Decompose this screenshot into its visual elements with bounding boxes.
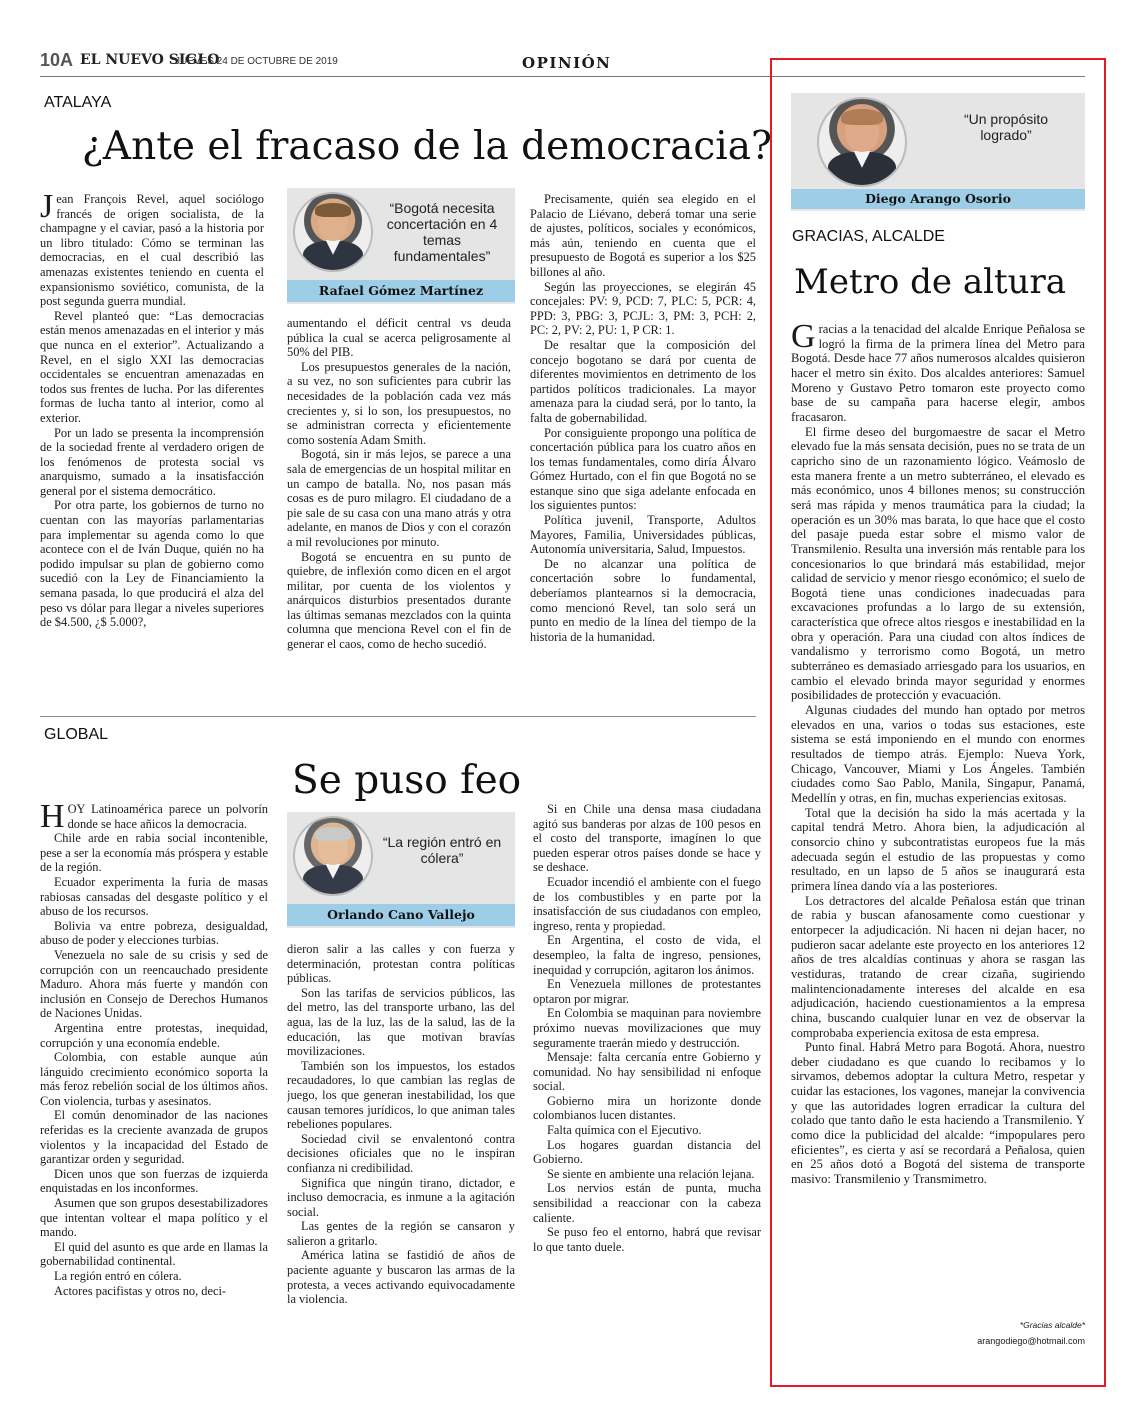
author-quote: “Bogotá necesita concertación en 4 temas fundamentales” xyxy=(386,200,498,264)
paragraph: Se siente en ambiente una relación lejana. xyxy=(547,1166,755,1181)
paragraph: Mensaje: falta cercanía entre Gobierno y comunidad. No hay sensibilidad ni enfoque social. xyxy=(533,1050,761,1094)
paragraph: Asumen que son grupos desestabilizadores que intentan voltear el mapa político y el mando. xyxy=(40,1196,268,1240)
masthead: EL NUEVO SIGLO xyxy=(80,52,220,68)
global-column-3 xyxy=(533,802,761,1348)
dateline: JUEVES 24 DE OCTUBRE DE 2019 xyxy=(175,56,338,67)
paragraph: Algunas ciudades del mundo han optado por metros elevados en una, varios o todas sus estaciones, este sistema se está imponiendo en el mundo con enormes resultados de tiempo atrás. Ejemplo: Nueva York, Chicago, Vancouver, Miami y Los Ángeles. También ciudades como Sao Pablo, Manila, Singapur, Panamá, Medellín y otras, en fin, muchas experiencias exitosas. xyxy=(791,703,1085,805)
paragraph: En Colombia se maquinan para noviembre próximo nuevas movilizaciones que muy seguramente traerán miedo y destrucción. xyxy=(533,1006,761,1050)
metro-author-box xyxy=(791,93,1085,211)
atalaya-column-1 xyxy=(40,192,264,710)
paragraph: Las gentes de la región se cansaron y salieron a gritarlo. xyxy=(287,1219,515,1248)
global-column-2 xyxy=(287,942,515,1348)
author-quote: “Un propósito logrado” xyxy=(963,111,1049,143)
paragraph: Bolivia va entre pobreza, desigualdad, abuso de poder y elecciones turbias. xyxy=(40,918,268,948)
atalaya-column-2 xyxy=(287,316,511,710)
paragraph: Los presupuestos generales de la nación, a su vez, no son suficientes para cubrir las necesidades de la población cada vez más crecientes y, si lo son, los presupuestos, no se administran correcta y eficientemente como sostenía Adam Smith. xyxy=(287,359,511,447)
paragraph: El quid del asunto es que arde en llamas la gobernabilidad continental. xyxy=(40,1239,268,1269)
author-photo xyxy=(293,816,373,896)
atalaya-author-box xyxy=(287,188,515,304)
paragraph: racias a la tenacidad del alcalde Enrique Peñalosa se logró la firma de la primera línea del Metro para Bogotá. Desde hace 77 años numerosos alcaldes quisieron hacer el metro sin éxito. Dos alcaldes anteriores: Samuel Moreno y Gustavo Petro tomaron este proyecto como base de su campaña para hacerse elegir, ambos fracasaron. xyxy=(791,322,1085,424)
paragraph: También son los impuestos, los estados recaudadores, lo que cambian las reglas de juego, los que generan inestabilidad, los que causan temores jurídicos, lo que animan tales rebeliones populares. xyxy=(287,1058,515,1132)
paragraph: Bogotá se encuentra en su punto de quiebre, de inflexión como dicen en el argot militar, por cuenta de los violentos y anárquicos disturbios presentados durante las últimas semanas mezclados con la quinta columna que menciona Revel con el fin de generar el caos, como de hecho sucedió. xyxy=(287,549,511,652)
atalaya-headline: ¿Ante el fracaso de la democracia? xyxy=(82,124,772,169)
author-name: Orlando Cano Vallejo xyxy=(287,904,515,926)
paragraph: La región entró en cólera. xyxy=(54,1269,182,1283)
global-headline: Se puso feo xyxy=(292,758,522,803)
paragraph: Punto final. Habrá Metro para Bogotá. Ahora, nuestro deber ciudadano es que cuando lo recibamos y lo sirvamos, debemos adoptar la cultura Metro, respetar y cuidar las estaciones, los vagones, manejar la convivencia y que las autoridades logren erradicar la cultura del colado que tanto daño le esta haciendo a Transmilenio. Y como dice la publicidad del alcalde: “impopulares pero eficientes”, es cierta y así se recordará a Peñalosa, quien en 25 años dotó a Bogotá del sistema de transporte masivo: Transmilenio y Transmimetro. xyxy=(791,1040,1085,1187)
paragraph: Según las proyecciones, se elegirán 45 concejales: PV: 9, PCD: 7, PLC: 5, PCR: 4, PPD: 3, PBG: 3, PCJL: 3, PM: 3, PCH: 2, PC: 2, PV: 2, PU: 1, P CR: 1. xyxy=(530,279,756,338)
metro-headline: Metro de altura xyxy=(794,262,1067,302)
dropcap: G xyxy=(791,322,816,355)
paragraph: Sociedad civil se envalentonó contra decisiones oficiales que no le inspiran confianza ni credibilidad. xyxy=(287,1131,515,1175)
paragraph: OY Latinoamérica parece un polvorín donde se hace añicos la democracia. xyxy=(67,802,268,831)
page-number: 10A xyxy=(40,50,74,70)
paragraph: De resaltar que la composición del concejo bogotano se dará por cuenta de diferentes movimientos en detrimento de los partidos políticos tradicionales. La mayor amenaza para la ciudad será, por lo tanto, la falta de gobernabilidad. xyxy=(530,337,756,425)
paragraph: Chile arde en rabia social incontenible, pese a ser la economía más próspera y estable de la región. xyxy=(40,831,268,875)
paragraph: El firme deseo del burgomaestre de sacar el Metro elevado fue la más sensata decisión, pues no se trata de un capricho sino de un razonamiento lógico. Veámoslo de esta manera frente a un metro subterráneo, el elevado es más económico, unos 4 billones menos; su construcción será mas rápida y menos traumática para la ciudad; la operación es un 30% mas barata, lo que hace que el costo del pasaje pueda estar sobre el mismo valor de Transmilenio. Resulta una inversión más rentable para los concesionarios lo que brindará más estabilidad, mejor calidad de servicio y menor riesgo económico; el suelo de Bogotá tiene unas condiciones inadecuadas para excavaciones profundas a lo largo de su extensión, característica que ofrece altos riesgos e inestabilidad en la obra y operación. Para una ciudad con altos índices de vandalismo y terrorismo como Bogotá, un metro subterráneo es demasiado arriesgado para los usuarios, en cambio el elevado brinda mayor seguridad y enormes posibilidades de protección y evacuación. xyxy=(791,424,1085,703)
author-photo xyxy=(293,192,373,272)
paragraph: Ecuador incendió el ambiente con el fuego de los combustibles y en parte por la insatisfacción de sus ciudadanos con empleo, ingreso, renta y propiedad. xyxy=(533,874,761,933)
paragraph: Venezuela no sale de su crisis y sed de corrupción con un reencauchado presidente Maduro. Ahora más fuerte y mandón con inclusión en Consejo de Derechos Humanos de Naciones Unidas. xyxy=(40,947,268,1021)
author-photo xyxy=(817,97,907,187)
paragraph: Precisamente, quién sea elegido en el Palacio de Liévano, deberá tomar una serie de ajustes, políticos, sociales y económicos, más aún, teniendo en cuenta que el presupuesto de Bogotá es superior a los $25 billones al año. xyxy=(530,192,756,279)
atalaya-column-3 xyxy=(530,192,756,710)
paragraph: Los detractores del alcalde Peñalosa están que trinan de rabia y buscan afanosamente como cuestionar y entorpecer la adjudicación. Ni hacen ni dejan hacer, no pudieron sacar adelante este proyecto en los anteriores 12 años de tres alcaldías continuas y ahora se rasgan las vestiduras, tratando de crear cizaña, sugiriendo malintencionadamente intereses del alcalde en esa adjudicación, haciendo cuestionamientos a la empresa china, buscando cualquier lunar en vez de observar la comprobaba experiencia exitosa de esta empresa. xyxy=(791,893,1085,1040)
paragraph: América latina se fastidió de años de paciente aguante y buscaron las armas de la protesta, a veces activando equivocadamente la violencia. xyxy=(287,1248,515,1307)
paragraph: Por consiguiente propongo una política de concertación pública para los cuatro años en los temas fundamentales, como diría Álvaro Gómez Hurtado, con el fin que Bogotá no se estanque sino que siga adelante enfocada en los siguientes puntos: xyxy=(530,425,756,513)
paragraph: Significa que ningún tirano, dictador, e incluso democracia, es inmune a la agitación social. xyxy=(287,1175,515,1219)
paragraph: ean François Revel, aquel sociólogo francés de origen socialista, de la champagne y el caviar, pasó a la historia por un libro titulado: Cómo se terminan las democracias, en el cual describió las amenazas existentes teniendo en cuenta el expansionismo soviético, comunista, de la post segunda guerra mundial. xyxy=(40,192,264,309)
paragraph: Argentina entre protestas, inequidad, corrupción y una economía endeble. xyxy=(40,1020,268,1050)
paragraph: Revel planteó que: “Las democracias están menos amenazadas en el interior y más que nunca en el exterior”. Actualizando a Revel, en el siglo XXI las democracias occidentales se encuentran amenazadas en todos sus frentes de lucha. Por las diferentes formas de lucha tanto al interior, como al exterior. xyxy=(40,308,264,425)
signoff: *Gracias alcalde* xyxy=(1019,1320,1085,1330)
global-author-box xyxy=(287,812,515,928)
paragraph: Bogotá, sin ir más lejos, se parece a una sala de emergencias de un hospital militar en un campo de batalla. No, nos pasan más cosas es de puro milagro. El ciudadano de a pie sale de su casa con una mano atrás y otra adelante, en manos de Dios y con el corazón a mil revoluciones por minuto. xyxy=(287,447,511,549)
author-name: Diego Arango Osorio xyxy=(791,189,1085,209)
dropcap: J xyxy=(40,192,54,225)
author-name: Rafael Gómez Martínez xyxy=(287,280,515,302)
atalaya-kicker: ATALAYA xyxy=(44,94,112,111)
paragraph: Por otra parte, los gobiernos de turno no cuentan con las mayorías parlamentarias para implementar su agenda como lo que acontece con el de Iván Duque, quién no ha podido impulsar su plan de gobierno como sucedió con la Ley de Financiamiento la semana pasada, lo que producirá el alza del peso vs dólar para llegar a niveles superiores de $4.500, ¿$ 5.000?, xyxy=(40,498,264,630)
paragraph: Por un lado se presenta la incomprensión de la sociedad frente al verdadero origen de los fenómenos de protesta social vs anarquismo, sumado a la insatisfacción general por el sistema democrático. xyxy=(40,425,264,498)
paragraph: De no alcanzar una política de concertación sobre lo fundamental, deberíamos plantearnos si la democracia, como mencionó Revel, tan solo será un punto en medio de la línea del tiempo de la historia de la humanidad. xyxy=(530,556,756,644)
paragraph: Si en Chile una densa masa ciudadana agitó sus banderas por alzas de 100 pesos en el costo del transporte, imagínen lo que pueden esperar otros países donde se hace y se deshace. xyxy=(533,802,761,875)
dropcap: H xyxy=(40,802,65,835)
paragraph: Son las tarifas de servicios públicos, las del metro, las del transporte urbano, las del agua, las de la luz, las de la salud, las de la educación, las que motivan bravías movilizaciones. xyxy=(287,985,515,1059)
metro-kicker: GRACIAS, ALCALDE xyxy=(792,228,945,245)
paragraph: Dicen unos que son fuerzas de izquierda enquistadas en los inconformes. xyxy=(40,1166,268,1196)
metro-body xyxy=(791,322,1085,1320)
paragraph: Falta química con el Ejecutivo. xyxy=(547,1123,702,1138)
global-kicker: GLOBAL xyxy=(44,726,109,743)
paragraph: Política juvenil, Transporte, Adultos Mayores, Familia, Universidades públicas, Autonomía universitaria, Salud, Impuestos. xyxy=(530,513,756,557)
paragraph: Se puso feo el entorno, habrá que revisar lo que tanto duele. xyxy=(533,1225,761,1254)
paragraph: En Argentina, el costo de vida, el desempleo, la falta de ingreso, pensiones, inequidad y corrupción, agitaron los ánimos. xyxy=(533,933,761,977)
paragraph: Los nervios están de punta, mucha sensibilidad a reaccionar con la cabeza caliente. xyxy=(533,1181,761,1225)
paragraph: Colombia, con estable aunque aún lánguido crecimiento económico soporta la más feroz rebelión social de los últimos años. Con violencia, turbas y asesinatos. xyxy=(40,1050,268,1108)
paragraph: Actores pacifistas y otros no, deci- xyxy=(54,1283,227,1298)
author-email: arangodiego@hotmail.com xyxy=(977,1336,1085,1346)
paragraph: aumentando el déficit central vs deuda pública la cual se acerca peligrosamente al 50% del PIB. xyxy=(287,316,511,360)
section-divider xyxy=(40,716,756,717)
paragraph: Gobierno mira un horizonte donde colombianos lucen distantes. xyxy=(533,1093,761,1123)
author-quote: “La región entró en cólera” xyxy=(382,834,502,866)
global-column-1 xyxy=(40,802,268,1348)
paragraph: dieron salir a las calles y con fuerza y determinación, protestan contra políticas públicas. xyxy=(287,942,515,986)
section-title: OPINIÓN xyxy=(522,54,612,72)
paragraph: Total que la decisión ha sido la más acertada y la capital tendrá Metro. Ahora bien, la adjudicación al consorcio chino y subcontratistas europeos fue la más adecuada según el estudio de las propuestas y como resultado, en un lapso de 5 años se inaugurará esta primera línea dando vía a las posteriores. xyxy=(791,805,1085,893)
paragraph: Ecuador experimenta la furia de masas rabiosas cansadas del desgaste político y el abuso de los recursos. xyxy=(40,874,268,919)
paragraph: En Venezuela millones de protestantes optaron por migrar. xyxy=(533,977,761,1006)
paragraph: El común denominador de las naciones referidas es la creciente avanzada de grupos violentos y la incapacidad del Estado de garantizar orden y seguridad. xyxy=(40,1108,268,1167)
paragraph: Los hogares guardan distancia del Gobierno. xyxy=(533,1137,761,1167)
